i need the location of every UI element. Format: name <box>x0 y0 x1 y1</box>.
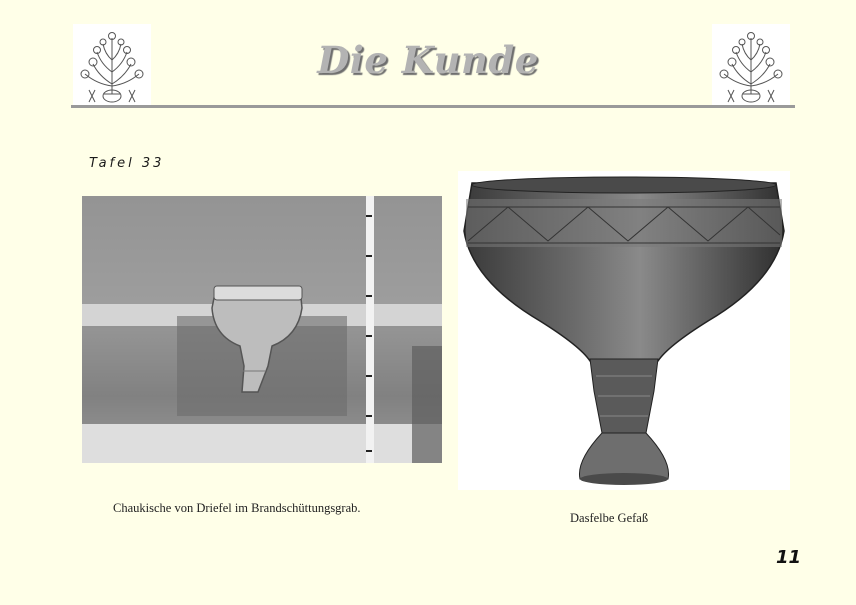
page-number: 11 <box>776 547 802 568</box>
header-divider <box>71 105 795 108</box>
excavation-photo <box>82 196 442 463</box>
page-title: Die Kunde <box>317 38 539 82</box>
tree-of-life-logo-icon <box>712 24 790 108</box>
figure-caption-right: Dasfelbe Gefaß <box>570 511 649 525</box>
figure-caption-left: Chaukische von Driefel im Brandschüttungsgrab. <box>113 501 361 515</box>
plate-label: Tafel 33 <box>89 156 165 171</box>
vessel-photo <box>458 171 790 490</box>
